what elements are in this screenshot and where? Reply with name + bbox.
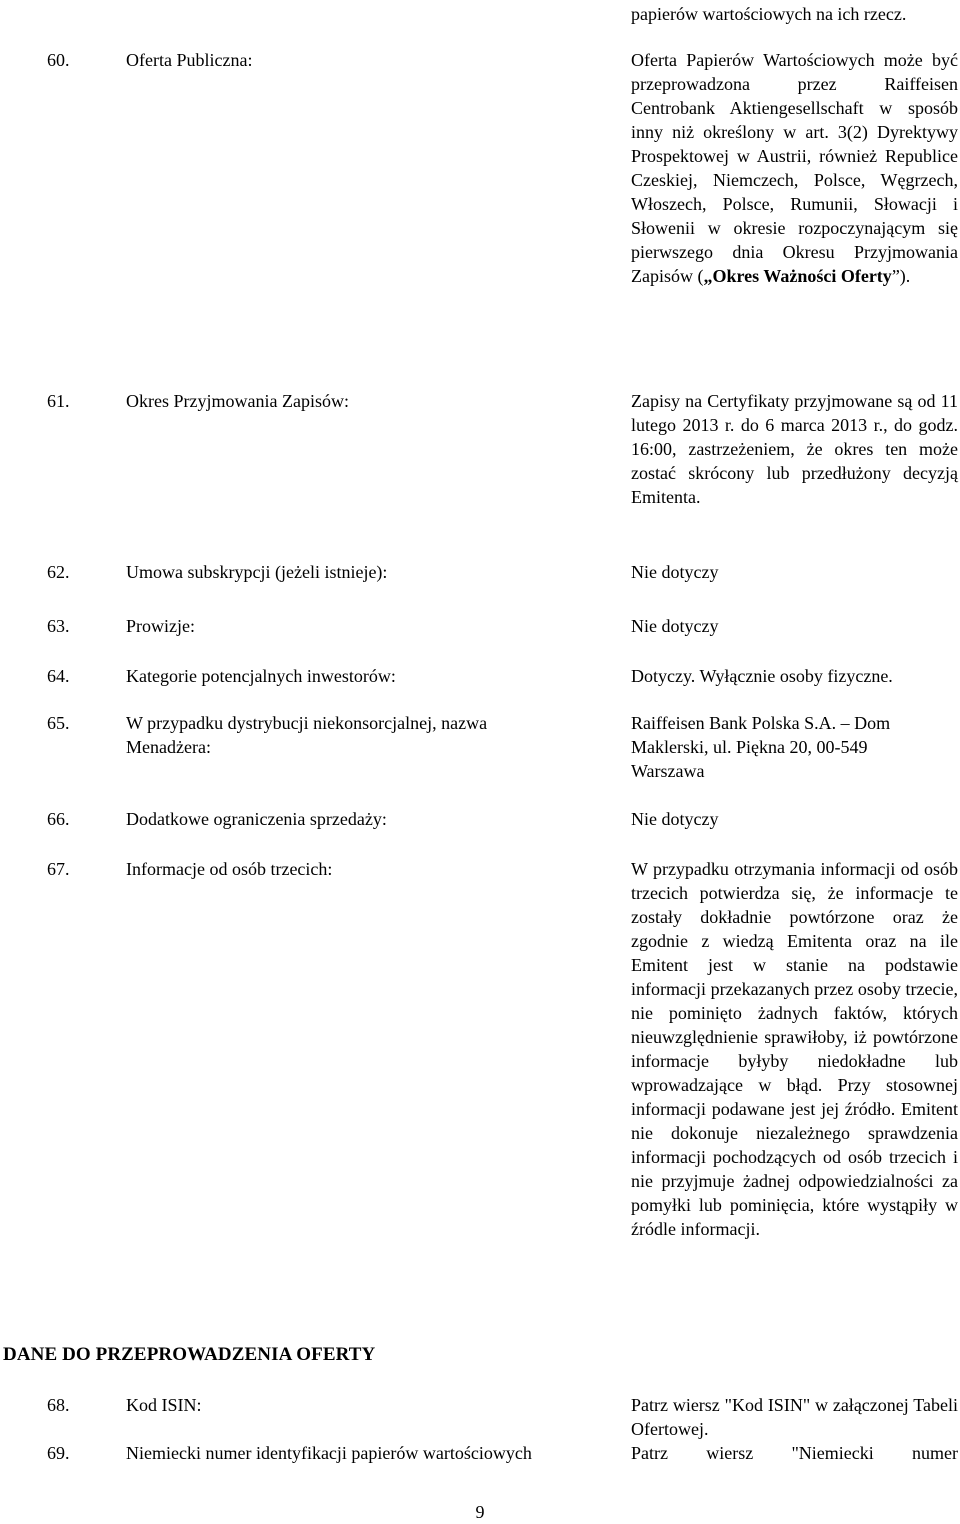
item-number: 68. [47,1395,70,1415]
item-label: Niemiecki numer identyfikacji papierów wartościowych [126,1443,532,1463]
item-number: 64. [47,666,70,686]
item-value [631,48,958,288]
continuation-text: papierów wartościowych na ich rzecz. [631,4,907,24]
item-label: Informacje od osób trzecich: [126,859,333,879]
item-value: Raiffeisen Bank Polska S.A. – Dom Maklerski, ul. Piękna 20, 00-549 Warszawa [631,713,891,781]
section-heading: DANE DO PRZEPROWADZENIA OFERTY [3,1344,376,1365]
item-number: 65. [47,713,70,733]
item-number: 67. [47,859,70,879]
item-value: Patrz wiersz "Kod ISIN" w załączonej Tabeli Ofertowej. [631,1395,958,1439]
item-label: Okres Przyjmowania Zapisów: [126,391,349,411]
item-label: Oferta Publiczna: [126,50,253,70]
item-label: Prowizje: [126,616,195,636]
item-number: 69. [47,1443,70,1463]
item-label: Kod ISIN: [126,1395,202,1415]
item-value: Nie dotyczy [631,809,719,829]
item-value: Nie dotyczy [631,562,719,582]
item-value: Nie dotyczy [631,616,719,636]
value-bold-term: „Okres Ważności Oferty [703,266,892,286]
item-number: 63. [47,616,70,636]
item-number: 62. [47,562,70,582]
item-number: 60. [47,50,70,70]
item-value: Dotyczy. Wyłącznie osoby fizyczne. [631,666,893,686]
value-text: Oferta Papierów Wartościowych może być przeprowadzona przez Raiffeisen Centrobank Aktiengesellschaft w sposób inny niż określony w art. 3(2) Dyrektywy Prospektowej w Austrii, również Republice Czeskiej, Niemczech, Polsce, Węgrzech, Włoszech, Polsce, Rumunii, Słowacji i Słowenii w okresie rozpoczynającym się pierwszego dnia Okresu Przyjmowania Zapisów ( [631,50,958,286]
item-label: Kategorie potencjalnych inwestorów: [126,666,396,686]
item-label: W przypadku dystrybucji niekonsorcjalnej, nazwa Menadżera: [126,713,488,757]
page-number: 9 [475,1502,485,1522]
value-end: ”). [891,266,911,286]
item-number: 66. [47,809,70,829]
item-label: Umowa subskrypcji (jeżeli istnieje): [126,562,388,582]
item-number: 61. [47,391,70,411]
item-value: Zapisy na Certyfikaty przyjmowane są od 11 lutego 2013 r. do 6 marca 2013 r., do godz. 16:00, zastrzeżeniem, że okres ten może zostać skrócony lub przedłużony decyzją Emitenta. [631,391,958,507]
item-label: Dodatkowe ograniczenia sprzedaży: [126,809,387,829]
item-value: W przypadku otrzymania informacji od osób trzecich potwierdza się, że informacje te zostały dokładnie powtórzone oraz że zgodnie z wiedzą Emitenta oraz na ile Emitent jest w stanie na podstawie informacji przekazanych przez osoby trzecie, nie pominięto żadnych faktów, których nieuwzględnienie sprawiłoby, iż powtórzone informacje byłyby niedokładne lub wprowadzające w błąd. Przy stosownej informacji podawane jest jej źródło. Emitent nie dokonuje niezależnego sprawdzenia informacji pochodzących od osób trzecich i nie przyjmuje żadnej odpowiedzialności za pomyłki lub pominięcia, które wystąpiły w źródle informacji. [631,859,958,1239]
item-value: Patrz wiersz "Niemiecki numer [631,1443,958,1463]
